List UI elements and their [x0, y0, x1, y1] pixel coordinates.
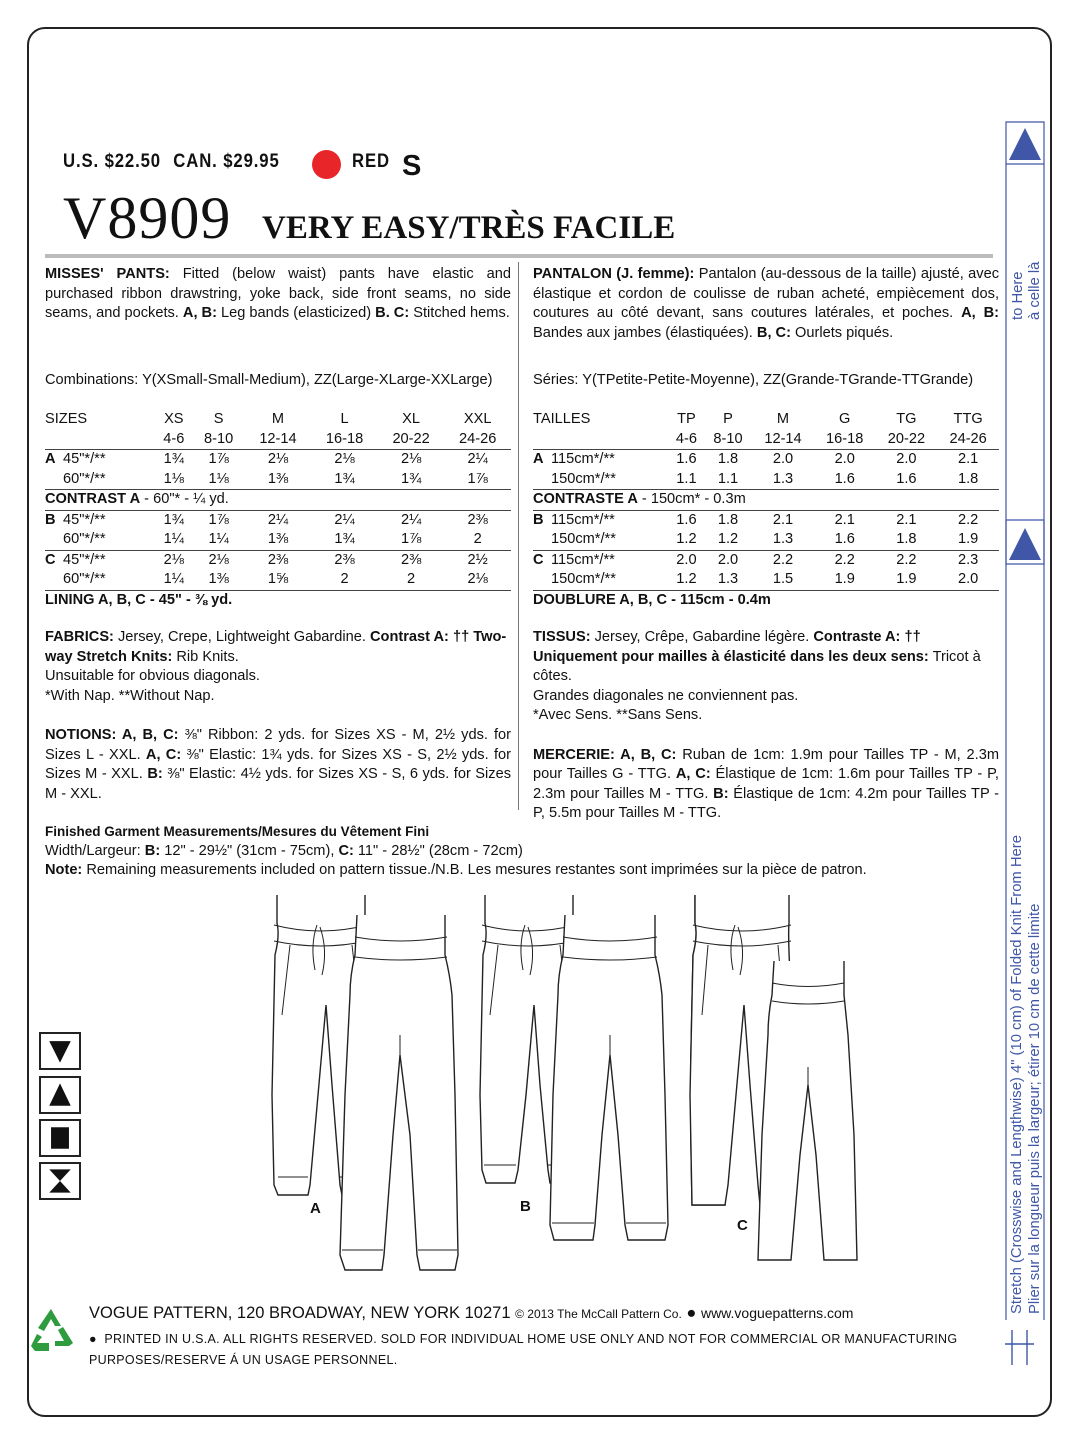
color-dot [312, 150, 341, 179]
notions-en: NOTIONS: A, B, C: ⅜" Ribbon: 2 yds. for Sizes XS - M, 2½ yds. for Sizes L - XXL. A, C: ⅜" Elastic: 1¾ yds. for Sizes XS - S, 2½ yds. for Sizes M - XXL. B: ⅜" Elastic: 4½ yds. for Sizes XS - S, 6 yds. for Sizes M - XXL. [45, 727, 511, 802]
size-number: 4-6 [155, 430, 193, 450]
yardage-value: 2.2 [834, 551, 855, 568]
yardage-value: 2.0 [834, 451, 855, 467]
table-row [533, 550, 999, 570]
view-letter [533, 470, 551, 490]
yardage-value: 2.1 [772, 511, 794, 528]
french-column [533, 265, 999, 824]
yardage-value: 1⅝ [245, 570, 312, 590]
size-number: 24-26 [444, 430, 511, 450]
fabric-width: 150cm*/** [551, 530, 669, 550]
size-number: 8-10 [704, 430, 752, 450]
view-b-label: B [520, 1198, 531, 1215]
size-number: 8-10 [193, 430, 245, 450]
yardage-value: 2¼ [400, 511, 422, 528]
table-row [45, 490, 511, 511]
footer-rights: ● PRINTED IN U.S.A. ALL RIGHTS RESERVED. SOLD FOR INDIVIDUAL HOME USE ONLY AND NOT FOR COMMERCIAL OR MANUFACTURING PURPOSES/RESERVE Á UN USAGE PERSONNEL. [89, 1332, 958, 1367]
yardage-value: 1¾ [311, 530, 378, 550]
yardage-value: 1.9 [876, 570, 938, 590]
yardage-value: 2 [311, 570, 378, 590]
finished-title: Finished Garment Measurements/Mesures du Vêtement Fini [45, 824, 430, 839]
yardage-value: 1.6 [676, 511, 697, 528]
yardage-value: 1⅞ [208, 511, 229, 528]
stretch-instruction-fr: Plier sur la longueur puis la largeur; étirer 10 cm de cette limite [1027, 903, 1043, 1314]
size-letter: S [402, 150, 422, 182]
yardage-value: 1.6 [814, 530, 876, 550]
yardage-value: 2⅜ [267, 551, 289, 568]
website: www.voguepatterns.com [700, 1305, 854, 1321]
size-number: 4-6 [669, 430, 704, 450]
stretch-instruction-en: Stretch (Crosswise and Lengthwise) 4" (10 cm) of Folded Knit From Here [1009, 835, 1025, 1314]
yardage-value: 1.9 [937, 530, 999, 550]
yardage-value: 2⅜ [467, 511, 488, 528]
size-code: S [213, 411, 224, 427]
us-price: U.S. $22.50 [63, 151, 161, 172]
fabric-width: 60"*/** [63, 570, 155, 590]
difficulty-label: VERY EASY/TRÈS FACILE [262, 210, 676, 246]
view-a-label: A [310, 1200, 321, 1217]
yardage-value: 2 [444, 530, 511, 550]
triangle-down-icon [39, 1032, 81, 1070]
column-divider [518, 262, 519, 810]
fabric-width: 115cm*/** [551, 511, 615, 528]
to-here-fr: à celle là [1027, 261, 1043, 320]
garment-illustrations [260, 895, 730, 1280]
combinations-fr: Séries: Y(TPetite-Petite-Moyenne), ZZ(Grande-TGrande-TTGrande) [533, 372, 974, 388]
unsuitable-fr: Grandes diagonales ne conviennent pas. [533, 687, 799, 704]
bullet-icon: ● [89, 1332, 105, 1346]
yardage-value: 1⅞ [444, 470, 511, 490]
combinations-en: Combinations: Y(XSmall-Small-Medium), ZZ(Large-XLarge-XXLarge) [45, 372, 493, 388]
yardage-value: 1.5 [752, 570, 814, 590]
to-here-en: to Here [1010, 271, 1026, 320]
copyright: © 2013 The McCall Pattern Co. [515, 1307, 682, 1321]
yardage-value: 2⅛ [208, 551, 229, 568]
yardage-value: 2.0 [772, 451, 794, 467]
lining-row: DOUBLURE A, B, C - 115cm - 0.4m [533, 591, 771, 608]
hourglass-icon [39, 1162, 81, 1200]
yardage-value: 1.8 [717, 511, 739, 528]
table-row [45, 510, 511, 530]
yardage-value: 1¾ [311, 470, 378, 490]
yardage-value: 1¼ [155, 570, 193, 590]
nap-fr: *Avec Sens. **Sans Sens. [533, 707, 703, 723]
finished-measurements [45, 822, 867, 881]
yardage-value: 1⅞ [378, 530, 445, 550]
yardage-table-fr [533, 410, 999, 610]
yardage-value: 2.1 [834, 511, 855, 528]
view-c-label: C [737, 1217, 748, 1234]
yardage-value: 1.1 [669, 470, 704, 490]
yardage-table-en [45, 410, 511, 610]
size-number: 12-14 [245, 430, 312, 450]
sizes-label: TAILLES [533, 411, 591, 427]
fabric-width: 115cm*/** [551, 551, 615, 568]
fabric-width: 45"*/** [63, 451, 106, 467]
unsuitable-en: Unsuitable for obvious diagonals. [45, 668, 260, 684]
view-a-back-drawing [340, 915, 458, 1270]
view-letter: A [45, 451, 56, 467]
size-number: 16-18 [311, 430, 378, 450]
bullet-icon: ● [686, 1304, 697, 1322]
fabric-width: 45"*/** [63, 551, 106, 568]
yardage-value: 2.2 [896, 551, 917, 568]
yardage-value: 1.6 [676, 451, 697, 467]
yardage-value: 1⅜ [245, 470, 312, 490]
yardage-value: 1.3 [752, 470, 814, 490]
view-letter [45, 570, 63, 590]
table-row [533, 530, 999, 550]
yardage-value: 2⅛ [267, 451, 289, 467]
nap-en: *With Nap. **Without Nap. [45, 687, 215, 704]
fabric-width: 60"*/** [63, 530, 155, 550]
pattern-number: V8909 [63, 185, 232, 251]
square-icon [39, 1119, 81, 1157]
view-letter [45, 470, 63, 490]
view-letter: B [45, 511, 56, 528]
header-rule [45, 254, 993, 258]
yardage-value: 1.8 [717, 451, 739, 467]
yardage-value: 1.2 [704, 530, 752, 550]
table-row [533, 490, 999, 511]
fabric-width: 150cm*/** [551, 570, 669, 590]
size-code: XS [164, 411, 184, 427]
yardage-value: 2.2 [957, 511, 979, 528]
sizes-label: SIZES [45, 411, 88, 427]
size-code: XXL [463, 411, 492, 427]
yardage-value: 1¾ [163, 511, 184, 528]
fabric-width: 60"*/** [63, 470, 155, 490]
view-b-back-drawing [550, 915, 668, 1240]
color-word: RED [352, 151, 390, 172]
contrast-row: CONTRAST A - 60"* - ¼ yd. [45, 490, 511, 511]
yardage-value: 1¾ [163, 451, 184, 467]
yardage-value: 2.0 [717, 551, 739, 568]
size-code: G [839, 411, 851, 427]
yardage-value: 1.1 [704, 470, 752, 490]
size-code: TG [896, 411, 917, 427]
size-code: M [776, 411, 790, 427]
view-c-drawings [690, 895, 860, 1275]
stretch-gauge [1000, 120, 1050, 1420]
yardage-value: 2.0 [676, 551, 697, 568]
yardage-value: 1¾ [378, 470, 445, 490]
view-letter: B [533, 511, 544, 528]
yardage-value: 1.3 [704, 570, 752, 590]
yardage-value: 1⅛ [155, 470, 193, 490]
fabrics-en: FABRICS: Jersey, Crepe, Lightweight Gabardine. Contrast A: †† Two-way Stretch Knits: Rib Knits. [45, 629, 507, 665]
yardage-value: 1.2 [669, 570, 704, 590]
yardage-value: 2.1 [957, 451, 979, 467]
yardage-value: 2⅛ [163, 551, 184, 568]
yardage-value: 2 [378, 570, 445, 590]
english-column [45, 265, 511, 804]
view-letter [533, 570, 551, 590]
table-row [45, 550, 511, 570]
size-code: P [723, 411, 733, 427]
size-code: TTG [953, 411, 983, 427]
yardage-value: 1.2 [669, 530, 704, 550]
yardage-value: 2.0 [937, 570, 999, 590]
view-letter: A [533, 451, 544, 467]
table-row [533, 470, 999, 490]
size-number: 12-14 [752, 430, 814, 450]
triangle-up-icon [39, 1076, 81, 1114]
yardage-value: 2.3 [957, 551, 979, 568]
yardage-value: 1.8 [876, 530, 938, 550]
table-row [45, 530, 511, 550]
yardage-value: 1¼ [193, 530, 245, 550]
yardage-value: 2½ [467, 551, 488, 568]
yardage-value: 2.0 [896, 451, 917, 467]
yardage-value: 2.1 [896, 511, 917, 528]
description-fr: PANTALON (J. femme): Pantalon (au-dessous de la taille) ajusté, avec élastique et cordon de coulisse de ruban acheté, empiècement dos, coutures au côté devant, sans coutures latérales, et poches. A, B: Bandes aux jambes (élastiquées). B, C: Ourlets piqués. [533, 266, 1000, 341]
company-address: VOGUE PATTERN, 120 BROADWAY, NEW YORK 10271 [89, 1304, 511, 1322]
description-en: MISSES' PANTS: Fitted (below waist) pants have elastic and purchased ribbon drawstring, yoke back, side front seams, no side seams, and pockets. A, B: Leg bands (elasticized) B. C: Stitched hems. [45, 266, 511, 321]
view-letter: C [533, 551, 544, 568]
yardage-value: 1.8 [937, 470, 999, 490]
size-number: 16-18 [814, 430, 876, 450]
view-letter: C [45, 551, 56, 568]
yardage-value: 2.2 [772, 551, 794, 568]
can-price: CAN. $29.95 [173, 151, 280, 172]
yardage-value: 1¼ [155, 530, 193, 550]
table-row [45, 470, 511, 490]
yardage-value: 1.9 [814, 570, 876, 590]
table-row [45, 570, 511, 590]
yardage-value: 1.3 [752, 530, 814, 550]
table-row [45, 450, 511, 470]
yardage-value: 1⅛ [193, 470, 245, 490]
size-number: 20-22 [378, 430, 445, 450]
view-letter [533, 530, 551, 550]
size-number: 24-26 [937, 430, 999, 450]
yardage-value: 2¼ [467, 451, 488, 467]
lining-row: LINING A, B, C - 45" - ⅜ yd. [45, 591, 233, 608]
yardage-value: 1⅜ [193, 570, 245, 590]
finished-width: Width/Largeur: B: 12" - 29½" (31cm - 75cm), C: 11" - 28½" (28cm - 72cm) [45, 842, 523, 859]
yardage-value: 1⅞ [208, 451, 229, 467]
fabric-width: 45"*/** [63, 511, 106, 528]
fabric-width: 150cm*/** [551, 470, 669, 490]
fabric-width: 115cm*/** [551, 451, 615, 467]
size-code: M [271, 411, 285, 427]
yardage-value: 2⅜ [400, 551, 422, 568]
size-number: 20-22 [876, 430, 938, 450]
size-code: XL [402, 411, 421, 427]
view-letter [45, 530, 63, 550]
yardage-value: 2⅛ [400, 451, 422, 467]
yardage-value: 2¼ [334, 511, 355, 528]
yardage-value: 2⅛ [334, 451, 355, 467]
table-row [533, 570, 999, 590]
size-code: TP [677, 411, 696, 427]
yardage-value: 2⅛ [444, 570, 511, 590]
yardage-value: 1.6 [876, 470, 938, 490]
finished-note: Note: Remaining measurements included on pattern tissue./N.B. Les mesures restantes sont imprimées sur la pièce de patron. [45, 862, 867, 878]
footer-company-line [89, 1304, 853, 1323]
size-code: L [340, 411, 349, 427]
price-line [63, 151, 292, 173]
fabrics-fr: TISSUS: Jersey, Crêpe, Gabardine légère. Contraste A: †† Uniquement pour mailles à élasticité dans les deux sens: Tricot à côtes. [533, 629, 981, 684]
yardage-value: 2⅜ [334, 551, 355, 568]
table-row [533, 510, 999, 530]
yardage-value: 1.6 [814, 470, 876, 490]
yardage-value: 2¼ [267, 511, 289, 528]
notions-fr: MERCERIE: A, B, C: Ruban de 1cm: 1.9m pour Tailles TP - M, 2.3m pour Tailles G - TTG. A, C: Élastique de 1cm: 1.6m pour Tailles TP - P, 2.3m pour Tailles M - TTG. B: Élastique de 1cm: 4.2m pour Tailles TP - P, 5.5m pour Tailles M - TTG. [533, 746, 999, 821]
table-row [533, 450, 999, 470]
recycle-icon [25, 1306, 77, 1356]
contrast-row: CONTRASTE A - 150cm* - 0.3m [533, 490, 999, 511]
yardage-value: 1⅜ [245, 530, 312, 550]
